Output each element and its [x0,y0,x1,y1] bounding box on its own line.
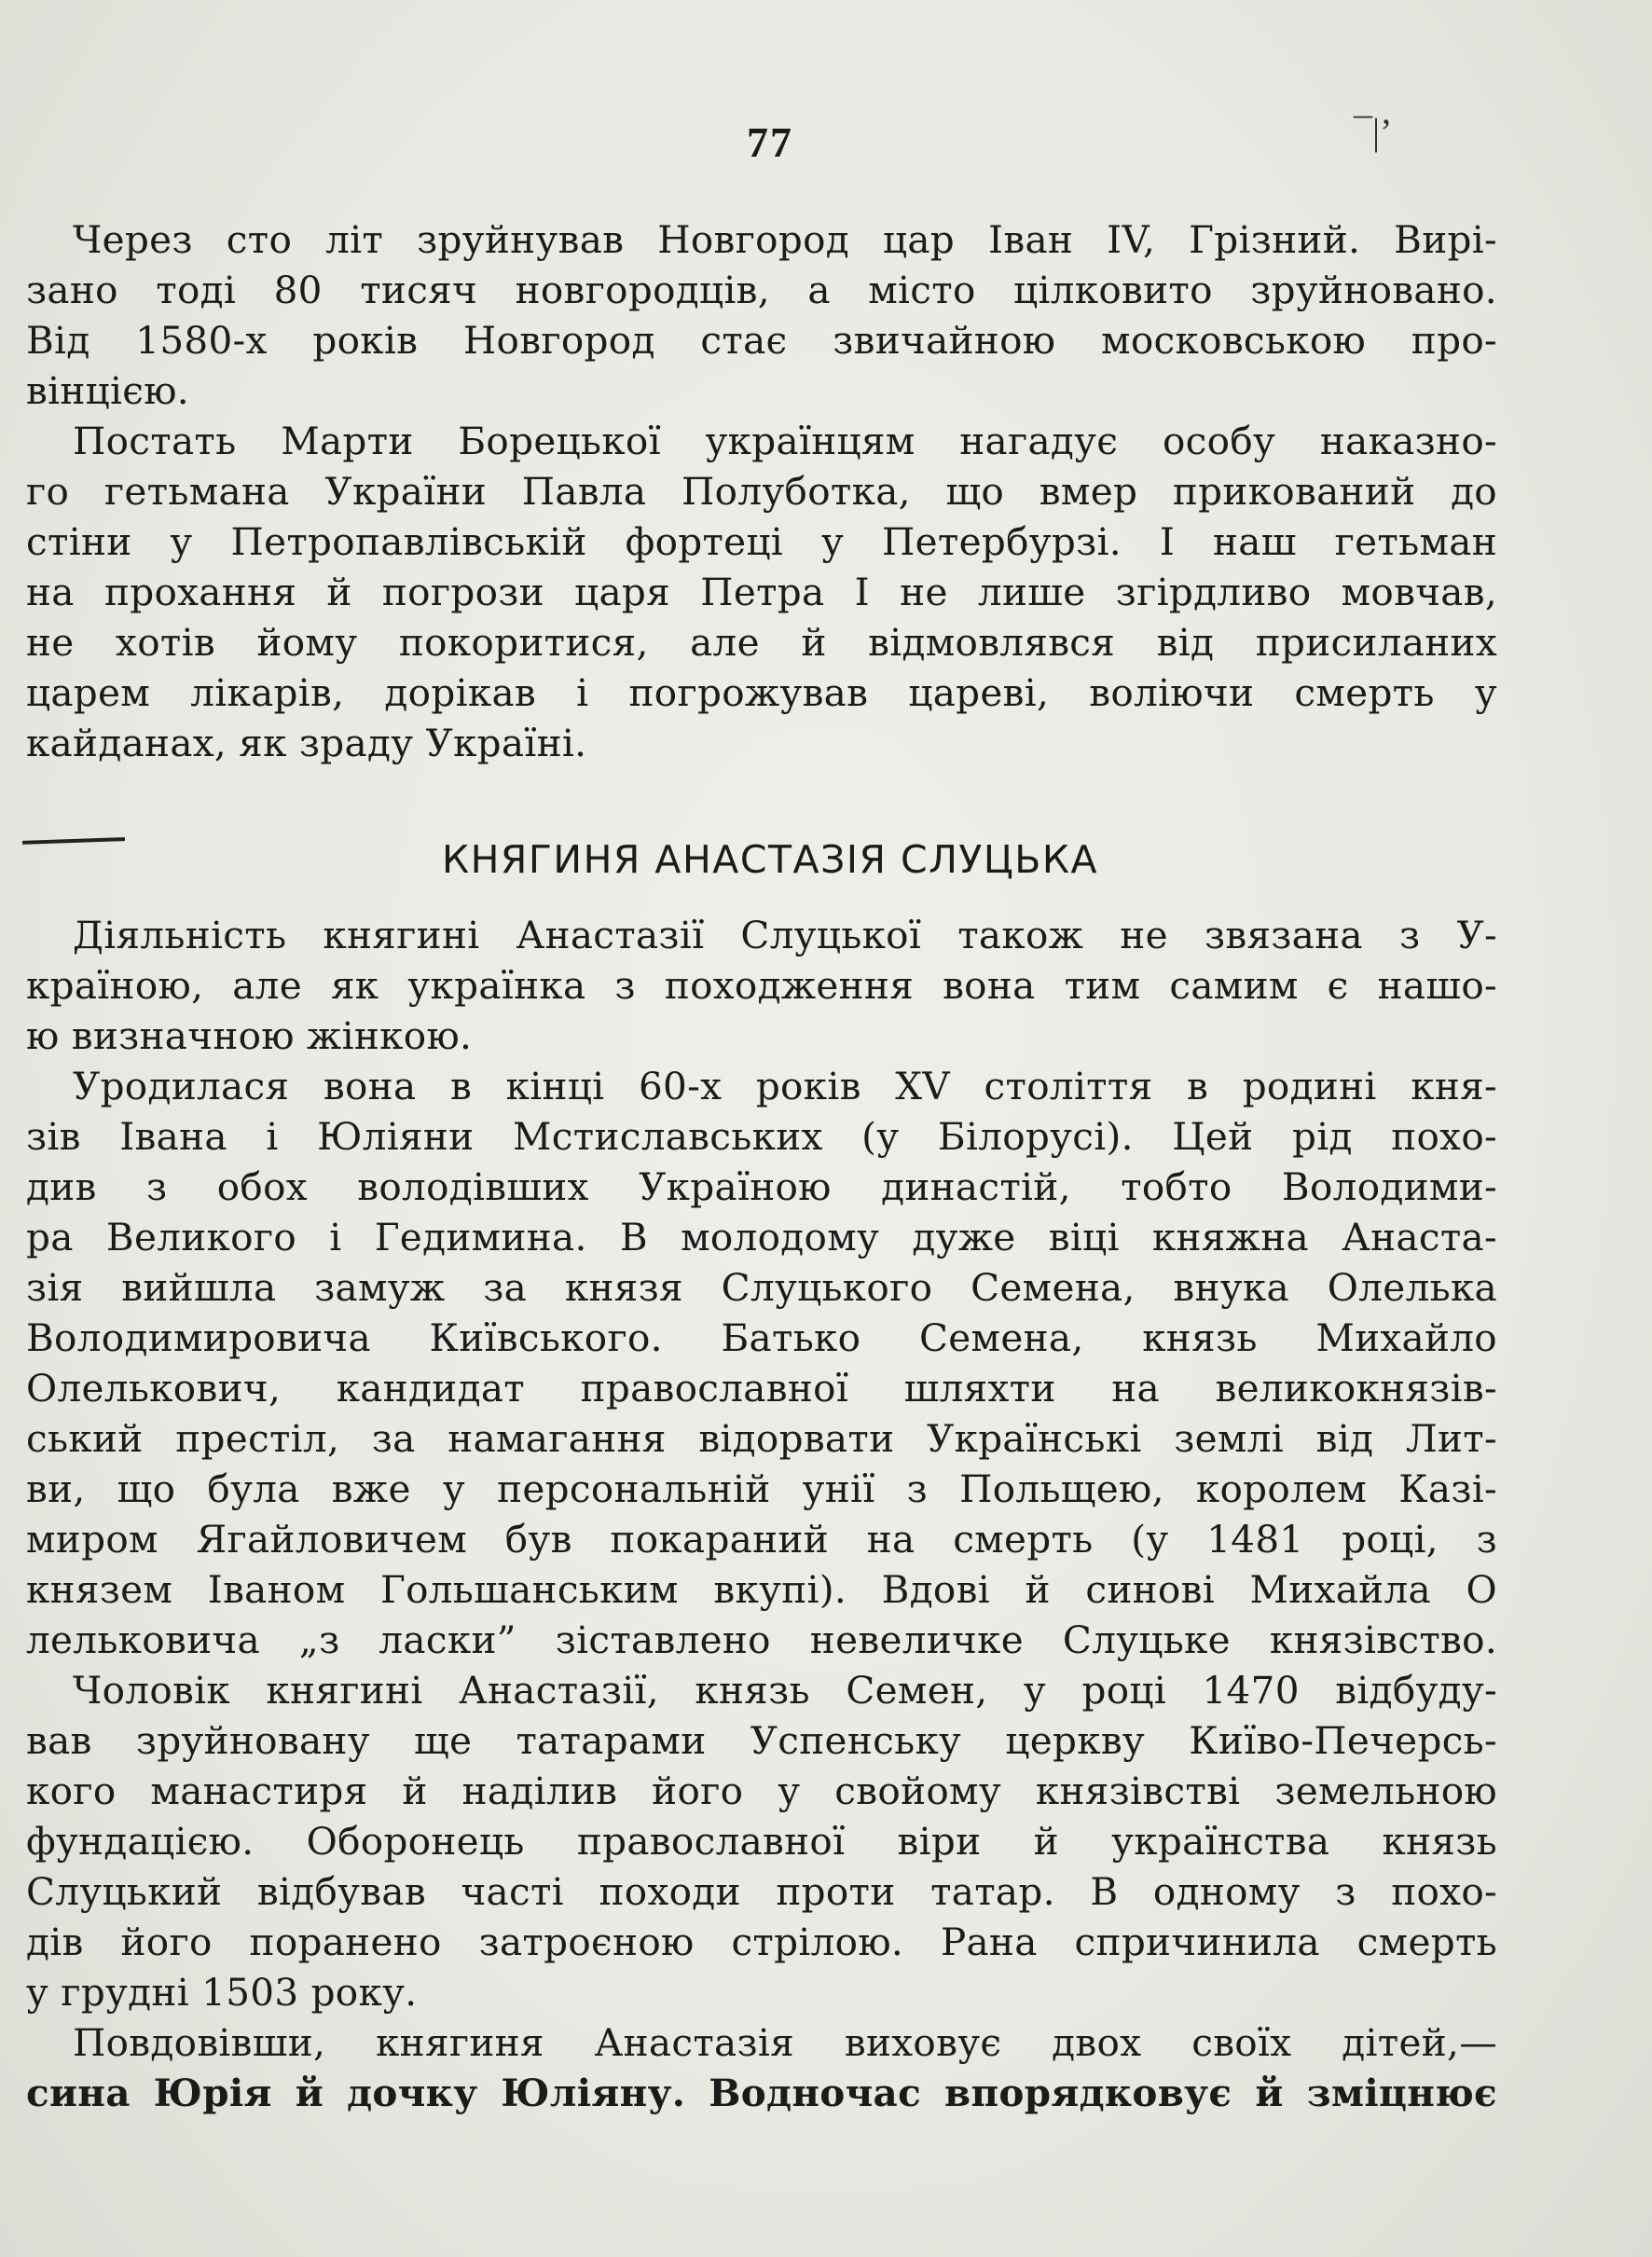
text-line: ський престіл, за намагання відорвати Українські землі від Лит- [26,1416,1497,1461]
text-line: Олелькович, кандидат православної шляхти на великокнязів- [26,1366,1497,1411]
text-line: лельковича „з ласки” зіставлено невеличке Слуцьке князівство. [26,1617,1497,1662]
text-line: го гетьмана України Павла Полуботка, що вмер прикований до [26,469,1497,514]
text-line: вінцією. [26,368,189,413]
text-line: царем лікарів, дорікав і погрожував цареві, воліючи смерть у [26,670,1497,715]
text-line: Від 1580-х років Новгород стає звичайною московською про- [26,318,1497,363]
text-line: Уродилася вона в кінці 60-х років XV століття в родині кня- [73,1064,1497,1108]
text-line: князем Іваном Гольшанським вкупі). Вдові й синові Михайла О [26,1567,1497,1612]
section-2-text [26,910,1497,2118]
text-line: вав зруйновану ще татарами Успенську церкву Київо-Печерсь- [26,1718,1497,1763]
text-line: не хотів йому покоритися, але й відмовлявся від присиланих [26,620,1497,665]
text-line: Діяльність княгині Анастазії Слуцької також не звязана з У- [73,913,1497,957]
text-line: зів Івана і Юліяни Мстиславських (у Білорусі). Цей рід похо- [26,1114,1497,1159]
text-line: зія вийшла замуж за князя Слуцького Семена, внука Олелька [26,1265,1497,1310]
text-line: Чоловік княгині Анастазії, князь Семен, у році 1470 відбуду- [73,1668,1497,1713]
page-number: 77 [747,118,793,166]
text-line: Через сто літ зруйнував Новгород цар Іван IV, Грізний. Вирі- [73,217,1497,262]
text-line: ю визначною жінкою. [26,1013,473,1058]
text-line: на прохання й погрози царя Петра І не лише згірдливо мовчав, [26,570,1497,614]
text-line: стіни у Петропавлівській фортеці у Петербурзі. І наш гетьман [26,519,1497,564]
text-line: миром Ягайловичем був покараний на смерть (у 1481 році, з [26,1517,1497,1562]
margin-pen-mark: ¯|’ [1354,111,1393,153]
text-line: Повдовівши, княгиня Анастазія виховує двох своїх дітей,— [73,2020,1497,2065]
text-line: фундацією. Оборонець православної віри й українства князь [26,1819,1497,1864]
text-line: у грудні 1503 року. [26,1970,418,2015]
section-1-text [26,214,1497,768]
text-line: Володимировича Київського. Батько Семена, князь Михайло [26,1315,1497,1360]
text-line: ви, що була вже у персональній унії з Польщею, королем Казі- [26,1466,1497,1511]
text-line: див з обох володівших Україною династій, тобто Володими- [26,1164,1497,1209]
text-line: сина Юрія й дочку Юліяну. Водночас впорядковує й зміцнює [26,2071,1497,2115]
text-line: країною, але як українка з походження вона тим самим є нашо- [26,963,1497,1008]
text-line: кого манастиря й наділив його у свойому князівстві земельною [26,1768,1497,1813]
text-line: Постать Марти Борецької українцям нагадує особу наказно- [73,419,1497,463]
text-line: ра Великого і Гедимина. В молодому дуже віці княжна Анаста- [26,1215,1497,1259]
text-line: зано тоді 80 тисяч новгородців, а місто цілковито зруйновано. [26,268,1497,312]
text-line: Слуцький відбував часті походи проти татар. В одному з похо- [26,1869,1497,1914]
text-line: дів його поранено затроєною стрілою. Рана спричинила смерть [26,1920,1497,1964]
text-line: кайданах, як зраду Україні. [26,721,587,765]
section-heading: КНЯГИНЯ АНАСТАЗІЯ СЛУЦЬКА [441,837,1099,882]
